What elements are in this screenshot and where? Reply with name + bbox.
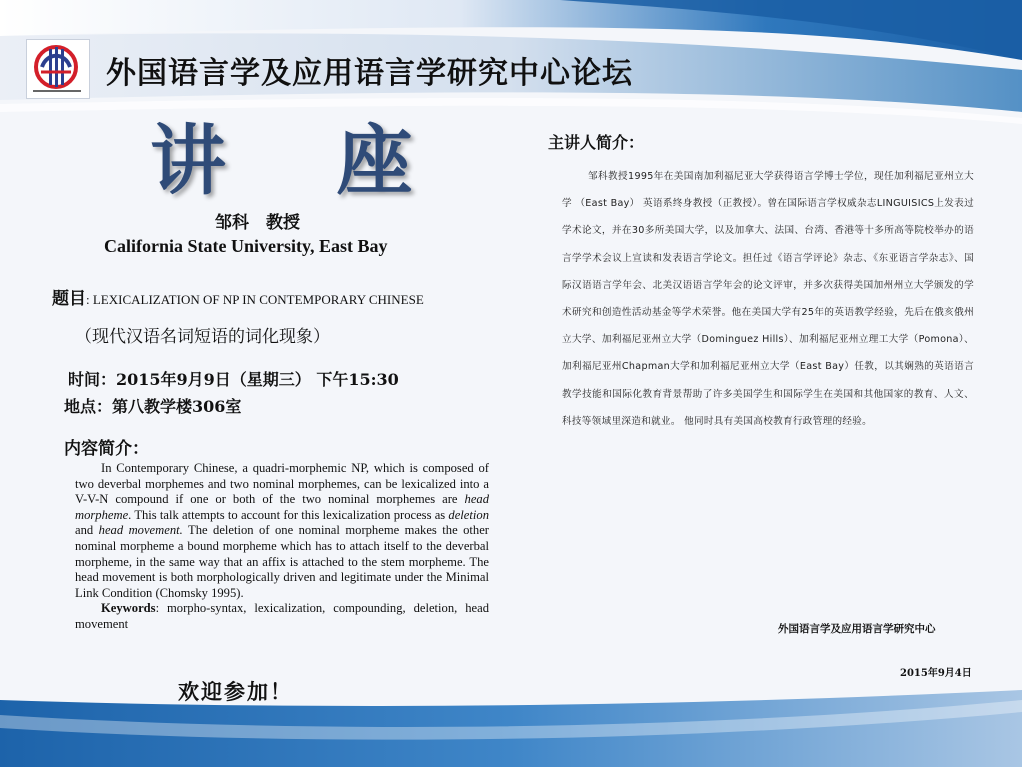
lecture-time: 时间：2015年9月9日（星期三） 下午15:30 bbox=[68, 370, 399, 389]
keywords-value: : morpho-syntax, lexicalization, compounding, deletion, head movement bbox=[75, 601, 489, 631]
organizer-name: 外国语言学及应用语言学研究中心 bbox=[778, 623, 936, 635]
university-logo-icon bbox=[27, 40, 89, 98]
notice-date: 2015年9月4日 bbox=[900, 668, 972, 679]
abstract-text bbox=[75, 461, 489, 633]
abstract-paragraph: In Contemporary Chinese, a quadri-morphemic NP, which is composed of two deverbal morphemes and two nominal morphemes, can be lexicalized into a V-V-N compound if one or both of the two nominal morphemes are head morpheme. This talk attempts to account for this lexicalization process as deletion and head movement. The deletion of one nominal morpheme makes the other nominal morpheme a bound morpheme which has to attach itself to the deverbal morpheme, in the same way that an affix is attached to the stem morpheme. The head movement is both morphologically driven and legitimate under the Minimal Link Condition (Chomsky 1995). bbox=[75, 461, 489, 600]
lecture-place: 地点：第八教学楼306室 bbox=[64, 397, 242, 416]
topic-chinese: （现代汉语名词短语的词化现象） bbox=[75, 327, 330, 347]
topic-label: 题目 bbox=[52, 289, 86, 309]
topic-english: : LEXICALIZATION OF NP IN CONTEMPORARY CHINESE bbox=[86, 292, 424, 307]
speaker-university: California State University, East Bay bbox=[104, 236, 388, 256]
bio-heading: 主讲人简介： bbox=[548, 133, 645, 152]
lecture-heading-char: 座 bbox=[336, 116, 425, 205]
forum-title: 外国语言学及应用语言学研究中心论坛 bbox=[106, 56, 633, 91]
keywords-paragraph bbox=[75, 601, 489, 632]
abstract-heading: 内容简介： bbox=[64, 439, 149, 459]
welcome-text: 欢迎参加！ bbox=[178, 679, 293, 704]
speaker-name: 邹科 教授 bbox=[215, 213, 300, 233]
bio-text: 邹科教授1995年在美国南加利福尼亚大学获得语言学博士学位，现任加利福尼亚州立大学 （East Bay） 英语系终身教授（正教授）。曾在国际语言学权威杂志LINGUISICS上发表过学术论文，并在30多所美国大学，以及加拿大、法国、台湾、香港等十多所高等院校举办的语言学学术会议上宣读和发表语言学论文。担任过《语言学评论》杂志、《东亚语言学杂志》、国际汉语语言学年会、北美汉语语言学年会的论文评审，并多次获得美国加州州立大学颁发的学术研究和创造性活动基金等学术荣誉。他在美国大学有25年的英语教学经验，先后在俄亥俄州立大学、加利福尼亚州立大学（Dominguez Hills）、加利福尼亚州立理工大学（Pomona）、加利福尼亚州Chapman大学和加利福尼亚州立大学（East Bay）任教，以其娴熟的英语语言教学技能和国际化教育背景帮助了许多美国学生和国际学生在美国和其他国家的教育、人文、科技等领域里深造和就业。 他同时具有美国高校教育行政管理的经验。 bbox=[562, 171, 974, 427]
keywords-label: Keywords bbox=[101, 601, 156, 616]
lecture-heading bbox=[150, 100, 424, 209]
lecture-heading-char: 讲 bbox=[150, 116, 238, 205]
university-logo bbox=[26, 39, 90, 99]
topic-line bbox=[52, 284, 424, 309]
